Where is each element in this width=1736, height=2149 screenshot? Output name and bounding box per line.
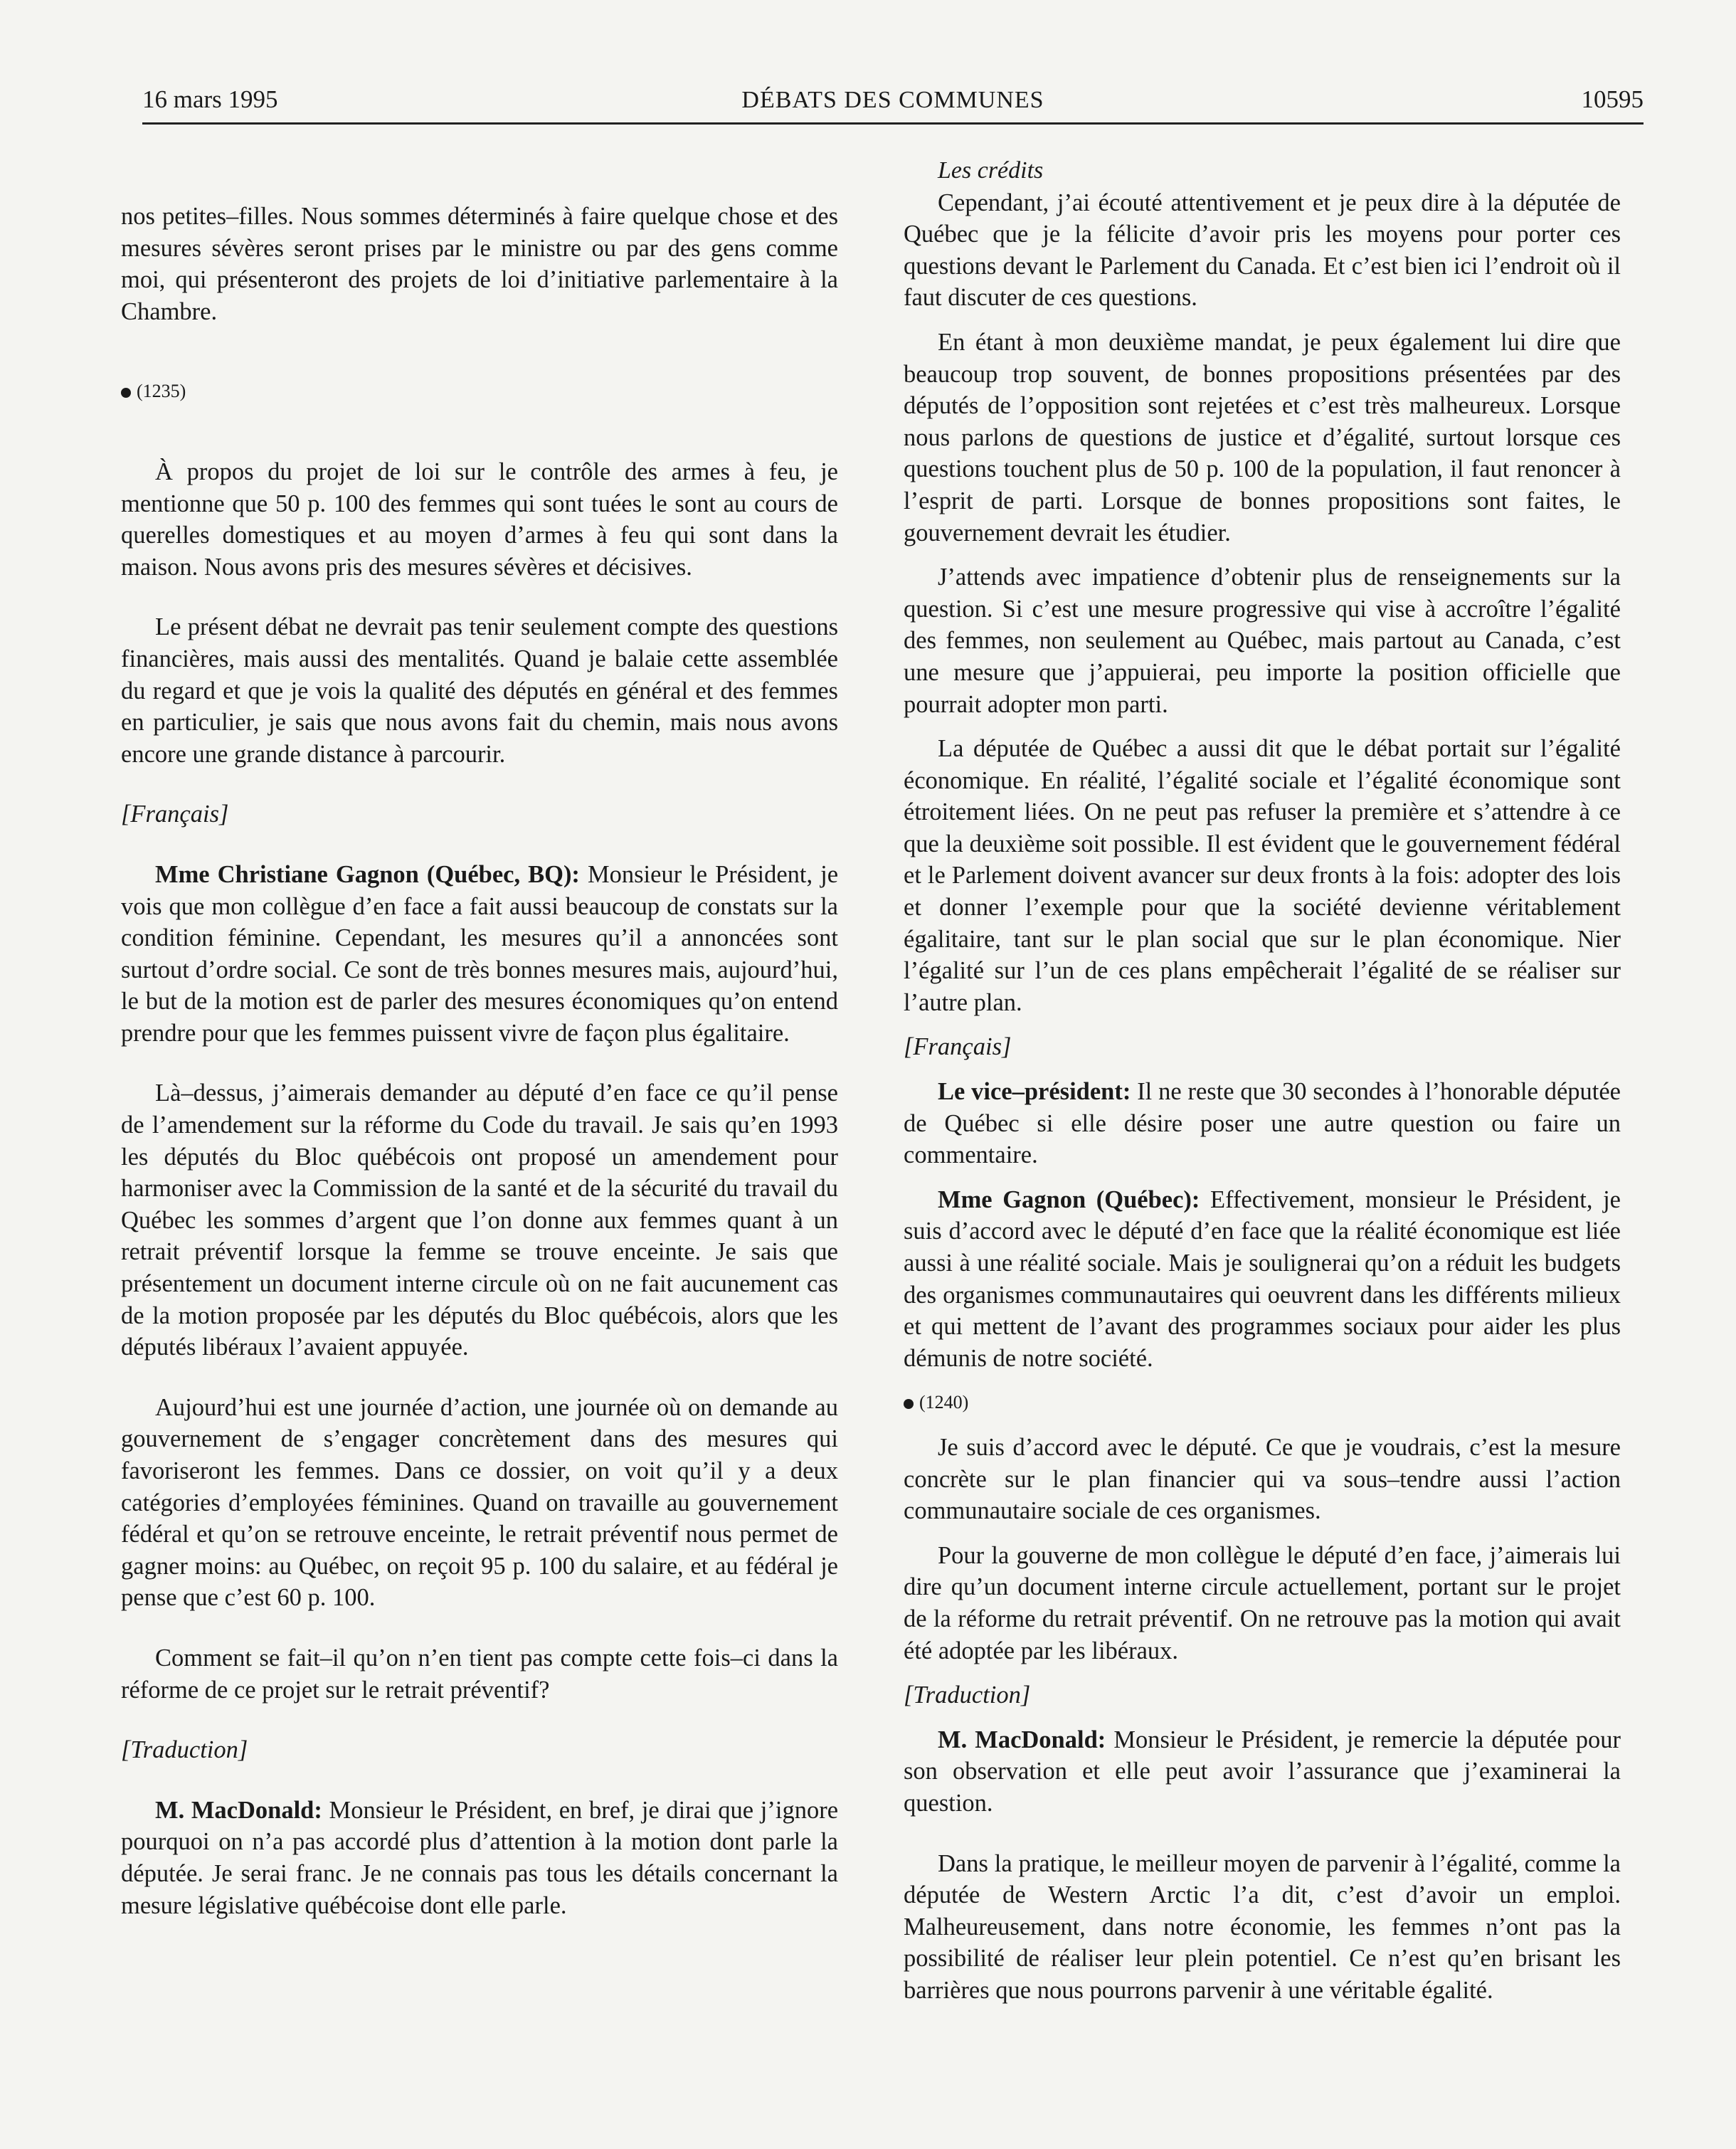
paragraph: J’attends avec impatience d’obtenir plus de renseignements sur la question. Si c’est une mesure progressive qui vise à accroître l’égalité des femmes, non seulement au Québec, mais partout au Canada, c’est une mesure que j’appuierai, peu importe la position officielle que pourrait adopter mon parti. xyxy=(904,564,1621,718)
paragraph: Comment se fait–il qu’on n’en tient pas compte cette fois–ci dans la réforme de ce projet sur le retrait préventif? xyxy=(121,1644,838,1704)
language-marker: [Français] xyxy=(904,1033,1012,1061)
bullet-icon xyxy=(121,388,131,398)
speaker-name: M. MacDonald: xyxy=(938,1726,1106,1753)
paragraph: Mme Christiane Gagnon (Québec, BQ): Monsieur le Président, je vois que mon collègue d’en face a fait aussi beaucoup de constats sur la condition féminine. Cependant, les mesures qu’il a annoncées sont surtout d’ordre social. Ce sont de très bonnes mesures mais, aujourd’hui, le but de la motion est de parler des mesures économiques qu’on entend prendre pour que les femmes puissent vivre de façon plus égalitaire. xyxy=(121,860,839,1047)
paragraph: M. MacDonald: Monsieur le Président, je remercie la députée pour son observation et elle peut avoir l’assurance que j’examinerai la question. xyxy=(904,1726,1621,1817)
paragraph: Aujourd’hui est une journée d’action, une journée où on demande au gouvernement de s’engager concrètement dans des mesures qui favoriseront les femmes. Dans ce dossier, on voit qu’il y a deux catégories d’employées féminines. Quand on travaille au gouvernement fédéral et qu’on se retrouve enceinte, le retrait préventif nous permet de gagner moins: au Québec, on reçoit 95 p. 100 du salaire, et au fédéral je pense que c’est 60 p. 100. xyxy=(121,1393,838,1612)
time-marker: (1235) xyxy=(121,376,838,408)
speaker-name: M. MacDonald: xyxy=(155,1796,322,1824)
left-column xyxy=(121,155,838,1921)
paragraph: M. MacDonald: Monsieur le Président, en bref, je dirai que j’ignore pourquoi on n’a pas accordé plus d’attention à la motion dont parle la députée. Je serai franc. Je ne connais pas tous les détails concernant la mesure législative québécoise dont elle parle. xyxy=(121,1796,839,1919)
speaker-name: Mme Gagnon (Québec): xyxy=(938,1186,1200,1213)
paragraph: Mme Gagnon (Québec): Effectivement, monsieur le Président, je suis d’accord avec le député d’en face que la réalité économique est liée aussi à une réalité sociale. Mais je soulignerai qu’on a réduit les budgets des organismes communautaires qui oeuvrent dans les différents milieux et qui mettent de l’avant des programmes sociaux pour aider les plus démunis de notre société. xyxy=(904,1186,1621,1372)
bullet-icon xyxy=(904,1399,914,1409)
right-column xyxy=(904,155,1621,2006)
paragraph: Le présent débat ne devrait pas tenir seulement compte des questions financières, mais aussi des mentalités. Quand je balaie cette assemblée du regard et que je vois la qualité des députés en général et des femmes en particulier, je sais que nous avons fait du chemin, mais nous avons encore une grande distance à parcourir. xyxy=(121,613,838,768)
header-date: 16 mars 1995 xyxy=(142,85,278,113)
paragraph: En étant à mon deuxième mandat, je peux également lui dire que beaucoup trop souvent, de bonnes propositions présentées par des députés de l’opposition sont rejetées et c’est très malheureux. Lorsque nous parlons de questions de justice et d’égalité, surtout lorsque ces questions touchent plus de 50 p. 100 de la population, il faut renoncer à l’esprit de parti. Lorsque de bonnes propositions sont faites, le gouvernement devrait les étudier. xyxy=(904,328,1621,547)
paragraph: Dans la pratique, le meilleur moyen de parvenir à l’égalité, comme la députée de Western Arctic l’a dit, c’est d’avoir un emploi. Malheureusement, dans notre économie, les femmes n’ont pas la possibilité de réaliser leur plein potentiel. Ce n’est qu’en brisant les barrières que nous pourrons parvenir à une véritable égalité. xyxy=(904,1849,1621,2004)
speaker-name: Le vice–président: xyxy=(938,1078,1131,1106)
paragraph: Je suis d’accord avec le député. Ce que je voudrais, c’est la mesure concrète sur le plan financier qui va sous–tendre aussi l’action communautaire sociale de ces organismes. xyxy=(904,1433,1621,1525)
time-marker: (1240) xyxy=(904,1387,1621,1419)
paragraph: Le vice–président: Il ne reste que 30 secondes à l’honorable députée de Québec si elle désire poser une autre question ou faire un commentaire. xyxy=(904,1078,1621,1169)
paragraph: Cependant, j’ai écouté attentivement et je peux dire à la députée de Québec que je la félicite d’avoir pris les moyens pour porter ces questions devant le Parlement du Canada. Et c’est bien ici l’endroit où il faut discuter de ces questions. xyxy=(904,189,1621,312)
paragraph: La députée de Québec a aussi dit que le débat portait sur l’égalité économique. En réalité, l’égalité sociale et l’égalité économique sont étroitement liées. On ne peut pas refuser la première et s’attendre à ce que la deuxième soit possible. Il est évident que le gouvernement fédéral et le Parlement doivent avancer sur deux fronts à la fois: adopter des lois et donner l’exemple pour que la société devienne véritablement égalitaire, tant sur le plan social que sur le plan économique. Nier l’égalité sur l’un de ces plans empêcherait l’égalité de se réaliser sur l’autre plan. xyxy=(904,735,1621,1016)
language-marker: [Français] xyxy=(121,801,229,828)
language-marker: [Traduction] xyxy=(121,1736,248,1764)
header-title: DÉBATS DES COMMUNES xyxy=(741,87,1044,113)
header-page-number: 10595 xyxy=(1581,85,1644,113)
running-head: Les crédits xyxy=(938,157,1044,184)
paragraph: Pour la gouverne de mon collègue le député d’en face, j’aimerais lui dire qu’un document interne circule actuellement, portant sur le projet de la réforme du retrait préventif. On ne retrouve pas la motion qui avait été adoptée par les libéraux. xyxy=(904,1541,1621,1664)
language-marker: [Traduction] xyxy=(904,1681,1031,1709)
paragraph: Là–dessus, j’aimerais demander au député d’en face ce qu’il pense de l’amendement sur la réforme du Code du travail. Je sais qu’en 1993 les députés du Bloc québécois ont proposé un amendement pour harmoniser avec la Commission de la santé et de la sécurité du travail du Québec les sommes d’argent que l’on donne aux femmes quant à un retrait préventif lorsque la femme se trouve enceinte. Je sais que présentement un document interne circule où on ne fait aucunement cas de la motion proposée par les députés du Bloc québécois, alors que les députés libéraux l’avaient appuyée. xyxy=(121,1079,838,1361)
paragraph: nos petites–filles. Nous sommes déterminés à faire quelque chose et des mesures sévères seront prises par le ministre ou par des gens comme moi, qui présenteront des projets de loi d’initiative parlementaire à la Chambre. xyxy=(121,203,838,325)
speaker-name: Mme Christiane Gagnon (Québec, BQ): xyxy=(155,860,580,888)
page-header xyxy=(142,65,1644,125)
paragraph: À propos du projet de loi sur le contrôle des armes à feu, je mentionne que 50 p. 100 des femmes qui sont tuées le sont au cours de querelles domestiques et au moyen d’armes à feu qui sont dans la maison. Nous avons pris des mesures sévères et décisives. xyxy=(121,458,838,581)
